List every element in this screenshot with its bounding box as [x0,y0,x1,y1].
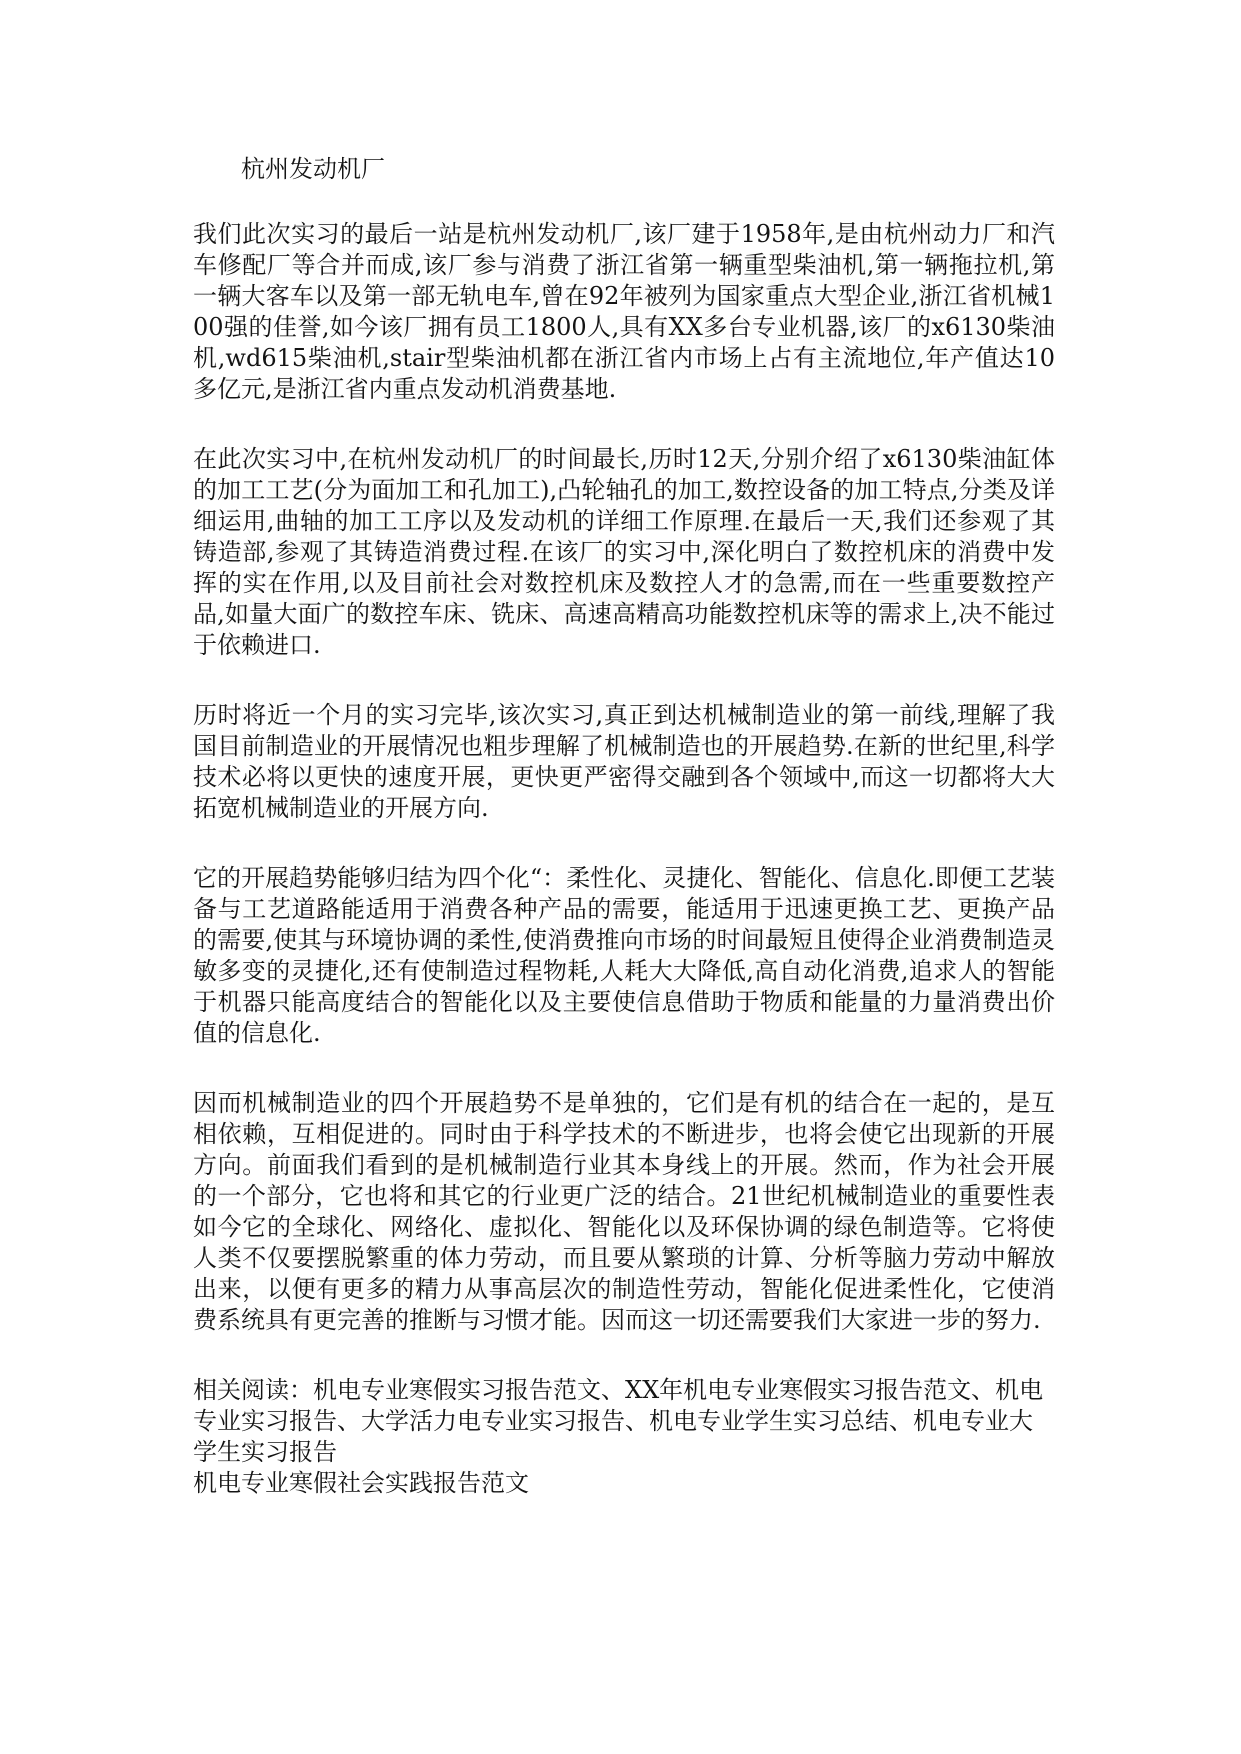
paragraph-conclusion: 因而机械制造业的四个开展趋势不是单独的，它们是有机的结合在一起的，是互相依赖，互相促进的。同时由于科学技术的不断进步，也将会使它出现新的开展方向。前面我们看到的是机械制造行业其本身线上的开展。然而，作为社会开展的一个部分，它也将和其它的行业更广泛的结合。21世纪机械制造业的重要性表如今它的全球化、网络化、虚拟化、智能化以及环保协调的绿色制造等。它将使人类不仅要摆脱繁重的体力劳动，而且要从繁琐的计算、分析等脑力劳动中解放出来，以便有更多的精力从事高层次的制造性劳动，智能化促进柔性化，它使消费系统具有更完善的推断与习惯才能。因而这一切还需要我们大家进一步的努力. [193,1089,1055,1334]
next-article-title: 机电专业寒假社会实践报告范文 [193,1469,529,1497]
paragraph-factory-intro: 我们此次实习的最后一站是杭州发动机厂,该厂建于1958年,是由杭州动力厂和汽车修配厂等合并而成,该厂参与消费了浙江省第一辆重型柴油机,第一辆拖拉机,第一辆大客车以及第一部无轨电车,曾在92年被列为国家重点大型企业,浙江省机械100强的佳誉,如今该厂拥有员工1800人,具有XX多台专业机器,该厂的x6130柴油机,wd615柴油机,stair型柴油机都在浙江省内市场上占有主流地位,年产值达10多亿元,是浙江省内重点发动机消费基地. [193,220,1055,403]
related-reading: 相关阅读：机电专业寒假实习报告范文、XX年机电专业寒假实习报告范文、机电专业实习报告、大学活力电专业实习报告、机电专业学生实习总结、机电专业大学生实习报告 [193,1376,1044,1466]
paragraph-development-trends: 它的开展趋势能够归结为四个化“：柔性化、灵捷化、智能化、信息化.即便工艺装备与工艺道路能适用于消费各种产品的需要，能适用于迅速更换工艺、更换产品的需要,使其与环境协调的柔性,使消费推向市场的时间最短且使得企业消费制造灵敏多变的灵捷化,还有使制造过程物耗,人耗大大降低,高自动化消费,追求人的智能于机器只能高度结合的智能化以及主要使信息借助于物质和能量的力量消费出价值的信息化. [193,864,1055,1047]
document-title: 杭州发动机厂 [241,155,385,183]
document-body [193,154,1055,1499]
paragraph-internship-details: 在此次实习中,在杭州发动机厂的时间最长,历时12天,分别介绍了x6130柴油缸体的加工工艺(分为面加工和孔加工),凸轮轴孔的加工,数控设备的加工特点,分类及详细运用,曲轴的加工工序以及发动机的详细工作原理.在最后一天,我们还参观了其铸造部,参观了其铸造消费过程.在该厂的实习中,深化明白了数控机床的消费中发挥的实在作用,以及目前社会对数控机床及数控人才的急需,而在一些重要数控产品,如量大面广的数控车床、铣床、高速高精高功能数控机床等的需求上,决不能过于依赖进口. [193,445,1055,659]
paragraph-internship-summary: 历时将近一个月的实习完毕,该次实习,真正到达机械制造业的第一前线,理解了我国目前制造业的开展情况也粗步理解了机械制造也的开展趋势.在新的世纪里,科学技术必将以更快的速度开展，更快更严密得交融到各个领域中,而这一切都将大大拓宽机械制造业的开展方向. [193,701,1055,822]
